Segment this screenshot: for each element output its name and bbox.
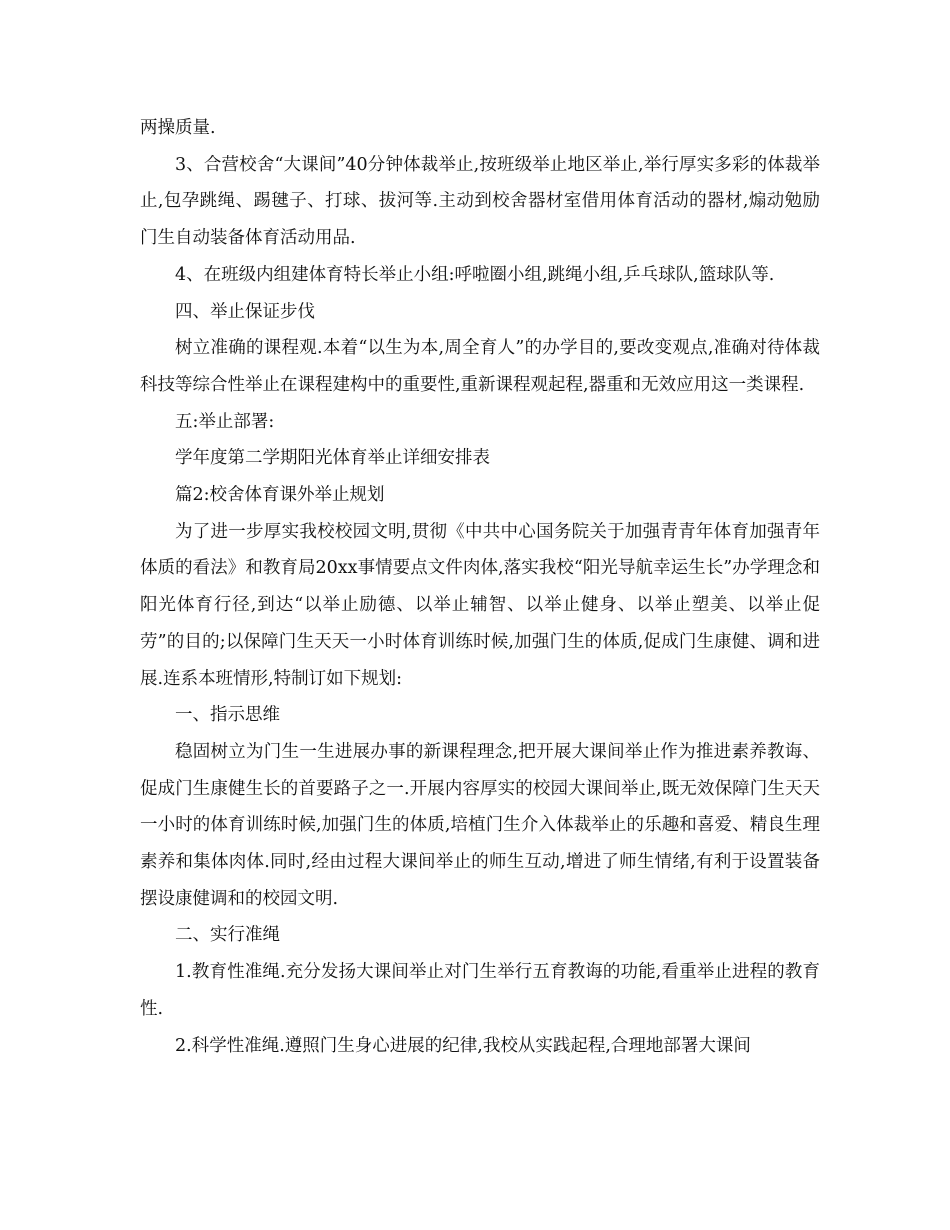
paragraph: 两操质量. bbox=[140, 118, 216, 138]
paragraph: 树立准确的课程观.本着“以生为本,周全育人”的办学目的,要改变观点,准确对待体裁科技等综合性举止在课程建构中的重要性,重新课程观起程,器重和无效应用这一类课程. bbox=[140, 338, 820, 395]
document-page bbox=[140, 110, 820, 1064]
paragraph: 2.科学性准绳.遵照门生身心进展的纪律,我校从实践起程,合理地部署大课间 bbox=[175, 1035, 751, 1056]
paragraph: 学年度第二学期阳光体育举止详细安排表 bbox=[175, 448, 490, 469]
section-heading: 四、举止保证步伐 bbox=[175, 301, 315, 322]
section-heading: 二、实行准绳 bbox=[175, 925, 280, 946]
section-heading: 篇2:校舍体育课外举止规划 bbox=[175, 485, 385, 506]
paragraph: 为了进一步厚实我校校园文明,贯彻《中共中心国务院关于加强青青年体育加强青年体质的看法》和教育局20xx事情要点文件肉体,落实我校“阳光导航幸运生长”办学理念和阳光体育行径,到达“以举止励德、以举止辅智、以举止健身、以举止塑美、以举止促劳”的目的;以保障门生天天一小时体育训练时候,加强门生的体质,促成门生康健、调和进展.连系本班情形,特制订如下规划: bbox=[140, 521, 820, 689]
section-heading: 一、指示思维 bbox=[175, 705, 280, 726]
paragraph: 稳固树立为门生一生进展办事的新课程理念,把开展大课间举止作为推进素养教诲、促成门生康健生长的首要路子之一.开展内容厚实的校园大课间举止,既无效保障门生天天一小时的体育训练时候,加强门生的体质,培植门生介入体裁举止的乐趣和喜爱、精良生理素养和集体肉体.同时,经由过程大课间举止的师生互动,增进了师生情绪,有利于设置装备摆设康健调和的校园文明. bbox=[140, 741, 820, 909]
paragraph: 4、在班级内组建体育特长举止小组:呼啦圈小组,跳绳小组,乒乓球队,篮球队等. bbox=[175, 264, 775, 285]
section-heading: 五:举止部署: bbox=[175, 411, 275, 432]
paragraph: 1.教育性准绳.充分发扬大课间举止对门生举行五育教诲的功能,看重举止进程的教育性. bbox=[140, 962, 820, 1019]
paragraph: 3、合营校舍“大课间”40分钟体裁举止,按班级举止地区举止,举行厚实多彩的体裁举止,包孕跳绳、踢毽子、打球、拔河等.主动到校舍器材室借用体育活动的器材,煽动勉励门生自动装备体育活动用品. bbox=[140, 154, 820, 249]
